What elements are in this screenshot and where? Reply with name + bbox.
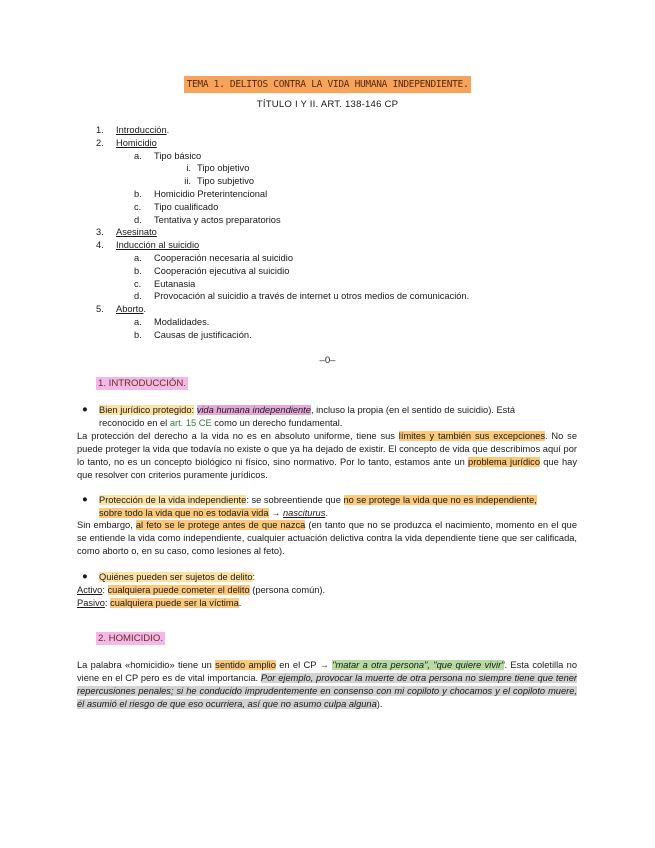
document-subtitle: TÍTULO I Y II. ART. 138-146 CP: [256, 99, 399, 110]
toc-item: a. Modalidades.: [134, 316, 210, 327]
toc-item: 2. Homicidio: [96, 137, 157, 148]
paragraph-feto: Sin embargo, al feto se le protege antes de que nazca (en tanto que no se produzca el nacimiento, momento en el que se entiende la vida como independiente, cualquier actuación delictiva contra la vida dependiente tiene que ser calificada, como aborto o, en su caso, como lesiones al feto).: [77, 520, 577, 556]
section-heading-introduccion: 1. INTRODUCCIÓN.: [98, 378, 186, 389]
bullet-bien-juridico: Bien jurídico protegido: vida humana independiente, incluso la propia (en el sentido de suicidio). Está reconocido en el art. 15 CE como un derecho fundamental.: [99, 405, 516, 428]
bullet-dot-icon: ●: [82, 404, 88, 415]
toc-item: c. Eutanasia: [134, 278, 196, 289]
toc-item: b. Homicidio Preterintencional: [134, 188, 268, 199]
toc-item: i. Tipo objetivo: [186, 163, 250, 174]
paragraph-proteccion: La protección del derecho a la vida no es en absoluto uniforme, tiene sus límites y también sus excepciones. No se puede proteger la vida que todavía no existe o que ya ha dejado de existir. El concepto de vida que describimos aquí por lo tanto, no es un concepto biológico ni físico, sino normativo. Por lo tanto, estamos ante un problema jurídico que hay que resolver con criterios puramente jurídicos.: [77, 431, 577, 480]
bullet-dot-icon: ●: [82, 494, 88, 505]
bullet-sujetos: Quiénes pueden ser sujetos de delito:: [99, 572, 256, 582]
toc-item: b. Causas de justificación.: [134, 329, 252, 340]
bullet-dot-icon: ●: [82, 571, 88, 582]
document-title: TEMA 1. DELITOS CONTRA LA VIDA HUMANA INDEPENDIENTE.: [0, 79, 655, 90]
toc-item: b. Cooperación ejecutiva al suicidio: [134, 265, 290, 276]
sujetos-list: [77, 584, 577, 610]
toc-item: a. Cooperación necesaria al suicidio: [134, 252, 294, 263]
toc-item: c. Tipo cualificado: [134, 201, 219, 212]
toc-item: 5. Aborto.: [96, 304, 146, 315]
table-of-contents: [96, 124, 469, 342]
paragraph-homicidio: La palabra «homicidio» tiene un sentido amplio en el CP → "matar a otra persona", "que quiere vivir". Esta coletilla no viene en el CP pero es de vital importancia. Por ejemplo, provocar la muerte de otra persona no siempre tiene que tener repercusiones penales; si he conducido imprudentemente en consenso con mi copiloto y chocamos y el copiloto muere, él asumió el riesgo de que eso ocurriera, así que no asumo culpa alguna).: [77, 660, 578, 709]
toc-item: a. Tipo básico: [134, 150, 202, 161]
section-heading-homicidio: 2. HOMICIDIO.: [98, 633, 164, 644]
sujeto-pasivo: Pasivo: cualquiera puede ser la víctima.: [77, 597, 242, 608]
bullet-proteccion-vida: Protección de la vida independiente: se sobreentiende que no se protege la vida que no es independiente, sobre todo la vida que no es todavía vida → nasciturus.: [99, 495, 537, 518]
sujeto-activo: Activo: cualquiera puede cometer el delito (persona común).: [77, 585, 326, 595]
toc-item: d. Tentativa y actos preparatorios: [134, 214, 281, 225]
toc-item: 1. Introducción.: [96, 125, 170, 135]
toc-item: 3. Asesinato: [96, 227, 157, 238]
section-separator: –0–: [319, 355, 336, 366]
toc-item: d. Provocación al suicidio a través de internet u otros medios de comunicación.: [134, 291, 470, 302]
toc-item: ii. Tipo subjetivo: [184, 176, 255, 187]
toc-item: 4. Inducción al suicidio: [96, 240, 200, 251]
